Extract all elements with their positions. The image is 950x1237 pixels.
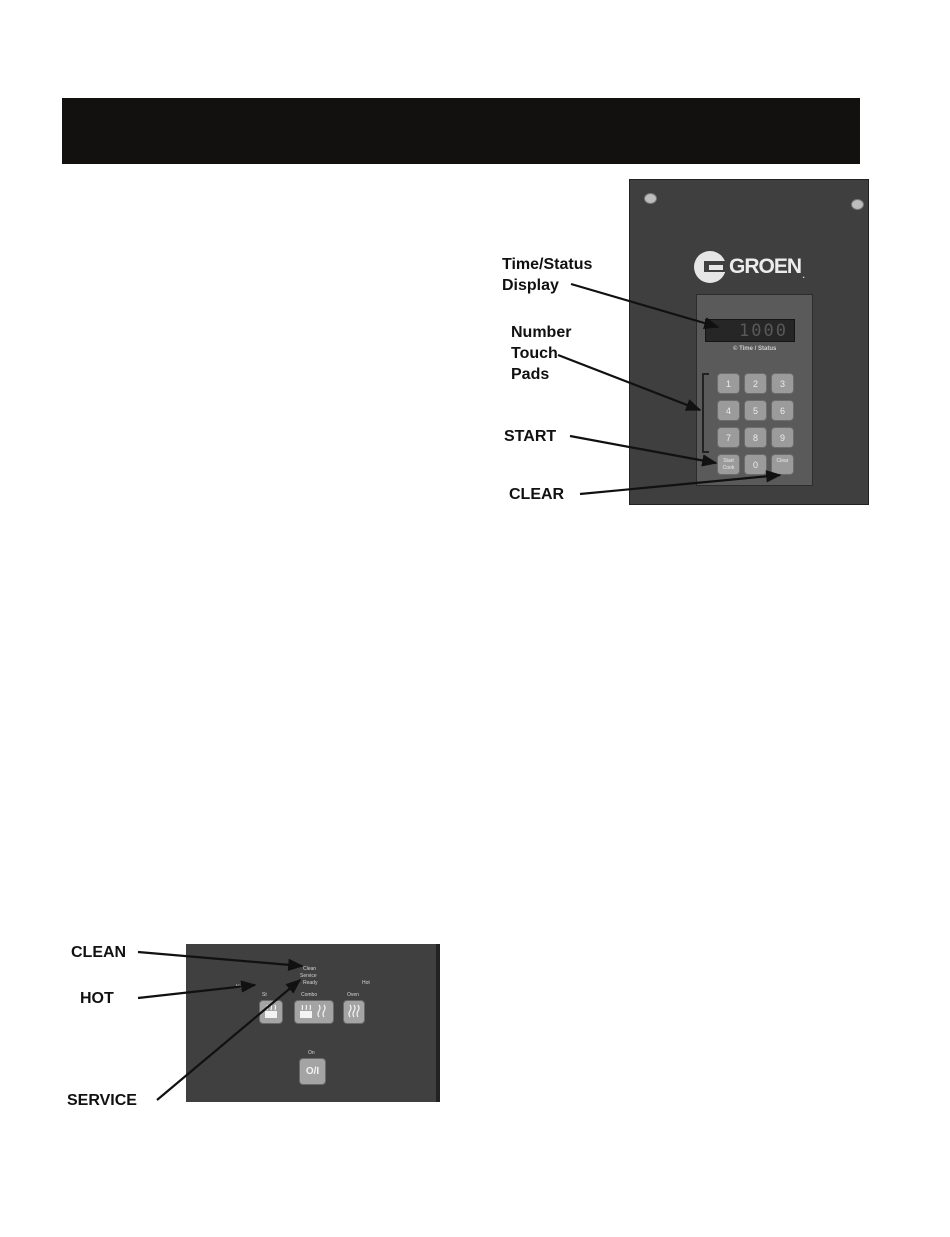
key-0[interactable]: 0 [744,454,767,475]
indicator-ready: Ready [303,980,318,986]
arrow-number-pads [558,355,700,410]
key-6[interactable]: 6 [771,400,794,421]
callout-clear: CLEAR [509,486,565,503]
arrow-start [570,436,716,463]
power-button[interactable]: O/I [299,1058,326,1085]
arrow-clear [580,475,780,494]
key-2[interactable]: 2 [744,373,767,394]
callout-time-status-line2: Display [502,277,559,294]
key-1[interactable]: 1 [717,373,740,394]
callout-number-line3: Pads [511,366,550,383]
key-7[interactable]: 7 [717,427,740,448]
indicator-clean: Clean [303,966,317,972]
indicator-hot-right: Hot [362,980,370,986]
callout-number-line1: Number [511,324,572,341]
oven-label: Oven [347,992,359,998]
callout-number-line2: Touch [511,345,558,362]
start-button[interactable]: Start Cook [717,454,740,475]
key-3[interactable]: 3 [771,373,794,394]
key-9[interactable]: 9 [771,427,794,448]
brand-name: GROEN [729,255,802,278]
callout-start: START [504,428,557,445]
clear-button[interactable]: Clear [771,454,794,475]
callout-hot: HOT [80,990,114,1007]
callout-clean: CLEAN [71,944,127,961]
indicator-service: Service [300,973,317,979]
arrow-hot [138,985,255,998]
time-status-display: 1000 [705,319,795,342]
steam-label: St [262,992,267,998]
brand-dot: . [802,267,806,281]
arrow-time-status [571,284,718,327]
callout-service: SERVICE [67,1092,137,1109]
key-8[interactable]: 8 [744,427,767,448]
key-5[interactable]: 5 [744,400,767,421]
combo-label: Combo [301,992,318,998]
callout-time-status-line1: Time/Status [502,256,593,273]
on-label: On [308,1050,315,1056]
arrow-service [157,980,300,1100]
arrow-clean [138,952,302,966]
time-status-caption: © Time / Status [733,346,777,352]
key-4[interactable]: 4 [717,400,740,421]
